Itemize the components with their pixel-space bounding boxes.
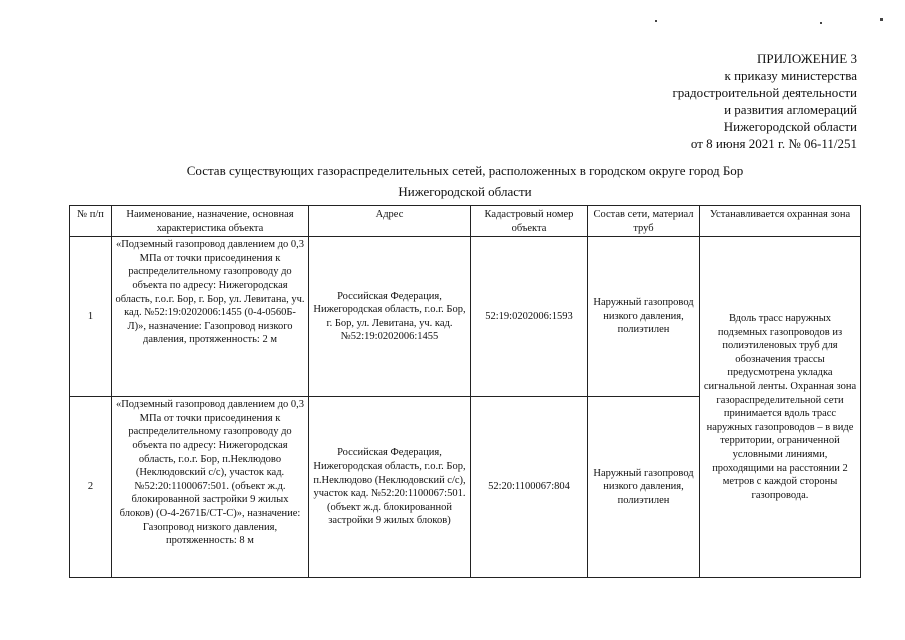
- appendix-block: [672, 50, 857, 152]
- column-header-number: № п/п: [70, 206, 112, 237]
- appendix-line: Нижегородской области: [723, 119, 857, 134]
- appendix-line: и развития агломераций: [724, 102, 857, 117]
- row-number: 1: [70, 237, 112, 397]
- network-composition: Наружный газопровод низкого давления, полиэтилен: [588, 237, 700, 397]
- scan-speck: [880, 18, 883, 21]
- document-title-line: Нижегородской области: [398, 184, 532, 199]
- column-header-protection-zone: Устанавливается охранная зона: [700, 206, 861, 237]
- appendix-line: к приказу министерства: [724, 68, 857, 83]
- column-header-description: Наименование, назначение, основная характеристика объекта: [112, 206, 309, 237]
- scan-speck: [655, 20, 657, 22]
- network-composition: Наружный газопровод низкого давления, полиэтилен: [588, 397, 700, 578]
- appendix-order-date: от 8 июня 2021 г. № 06-11/251: [690, 136, 857, 151]
- column-header-composition: Состав сети, материал труб: [588, 206, 700, 237]
- table-row: [70, 237, 861, 397]
- cadastral-number: 52:19:0202006:1593: [471, 237, 588, 397]
- object-description: «Подземный газопровод давлением до 0,3 МПа от точки присоединения к распределительному газопроводу до объекта по адресу: Нижегородская область, г.о.г. Бор, п.Неклюдово (Неклюдовский с/с), участок кад. №52:20:1100067:501. (объект ж.д. блокированной застройки 9 жилых блоков) (О-4-2671Б/СТ-С)», назначение: Газопровод низкого давления, протяженность: 8 м: [112, 397, 309, 578]
- table-header-row: [70, 206, 861, 237]
- protection-zone-text: Вдоль трасс наружных подземных газопроводов из полиэтиленовых труб для обозначения трассы предусмотрена укладка сигнальной ленты. Охранная зона газораспределительной сети принимается вдоль трасс наружных газопроводов – в виде территории, ограниченной условными линиями, проходящими на расстоянии 2 метров с каждой стороны газопровода.: [700, 237, 861, 578]
- cadastral-number: 52:20:1100067:804: [471, 397, 588, 578]
- row-number: 2: [70, 397, 112, 578]
- column-header-cadastral: Кадастровый номер объекта: [471, 206, 588, 237]
- object-address: Российская Федерация, Нижегородская область, г.о.г. Бор, г. Бор, ул. Левитана, уч. кад. №52:19:0202006:1455: [309, 237, 471, 397]
- scan-speck: [820, 22, 822, 24]
- object-address: Российская Федерация, Нижегородская область, г.о.г. Бор, п.Неклюдово (Неклюдовский с/с), участок кад. №52:20:1100067:501. (объект ж.д. блокированной застройки 9 жилых блоков): [309, 397, 471, 578]
- column-header-address: Адрес: [309, 206, 471, 237]
- appendix-title: ПРИЛОЖЕНИЕ 3: [757, 51, 857, 66]
- appendix-line: градостроительной деятельности: [672, 85, 857, 100]
- gas-networks-table: [69, 205, 861, 578]
- object-description: «Подземный газопровод давлением до 0,3 МПа от точки присоединения к распределительному газопроводу до объекта по адресу: Нижегородская область, г.о.г. Бор, г. Бор, ул. Левитана, уч. кад. №52:19:0202006:1455 (0-4-0560Б-Л)», назначение: Газопровод низкого давления, протяженность: 2 м: [112, 237, 309, 397]
- document-title-line: Состав существующих газораспределительных сетей, расположенных в городском округе город Бор: [186, 163, 744, 178]
- document-title: [80, 160, 850, 202]
